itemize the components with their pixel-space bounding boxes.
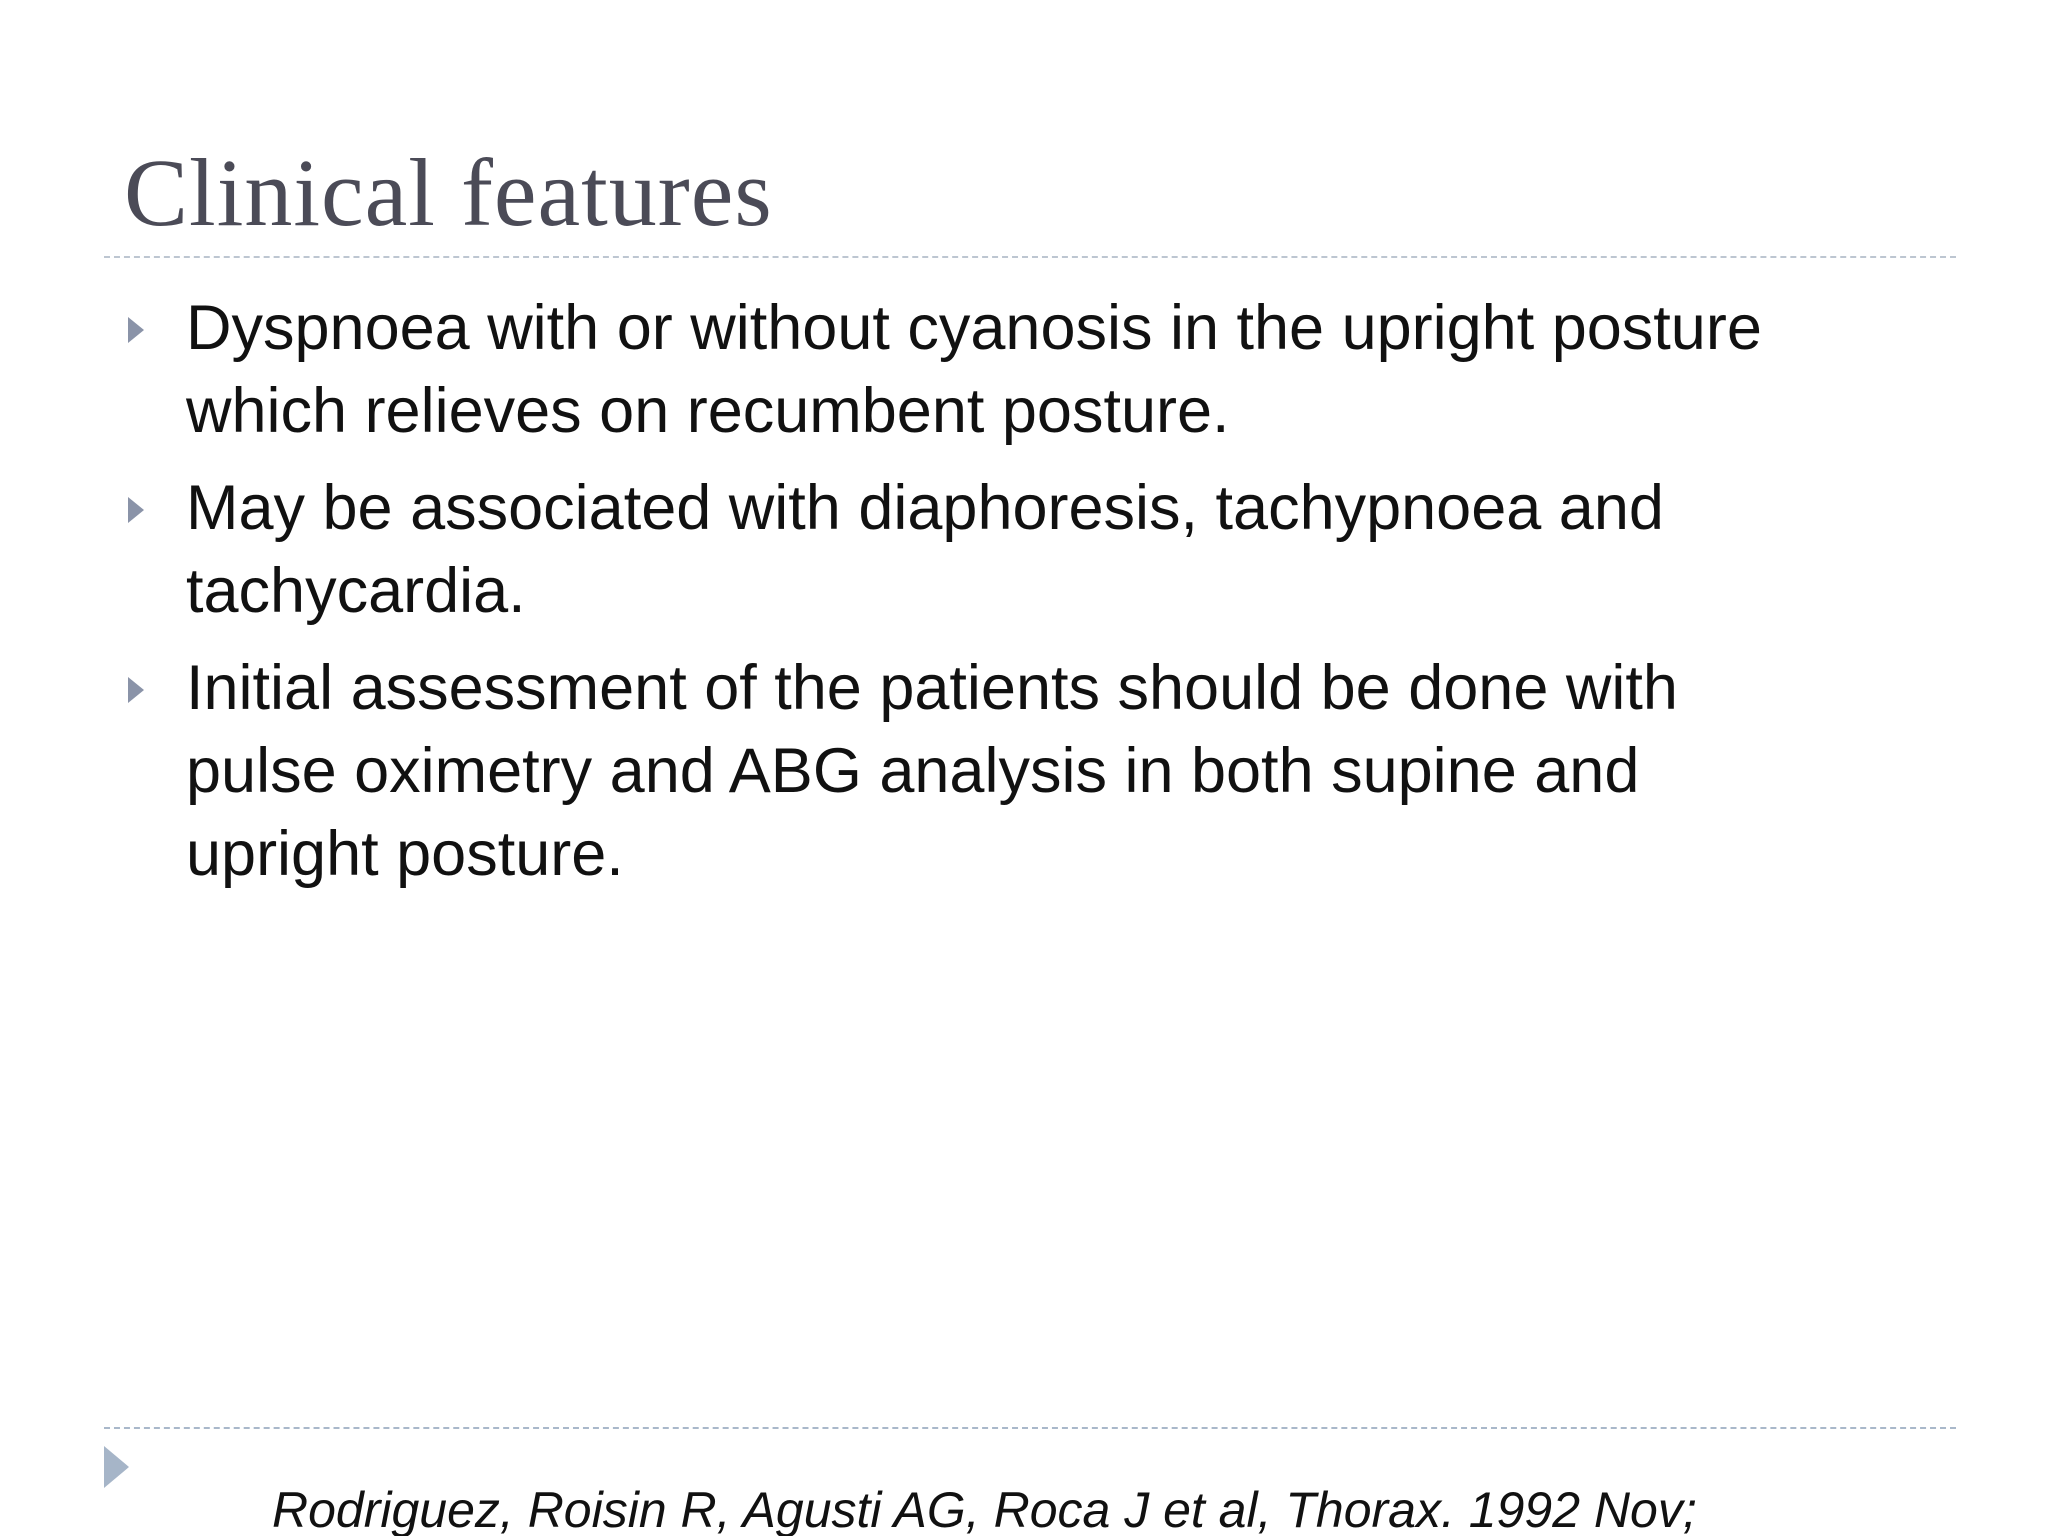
bullet-item	[124, 467, 1954, 633]
bullet-text: May be associated with diaphoresis, tachypnoea and tachycardia.	[186, 473, 1664, 626]
triangle-right-icon	[128, 677, 144, 703]
title-divider	[104, 256, 1956, 258]
footer-divider	[104, 1427, 1956, 1429]
bullet-list	[124, 287, 1954, 910]
bullet-text: Initial assessment of the patients should be done with pulse oximetry and ABG analysis in both supine and upright posture.	[186, 653, 1678, 889]
citation: Rodriguez, Roisin R, Agusti AG, Roca J et al, Thorax. 1992 Nov;	[272, 1482, 1697, 1536]
bullet-item	[124, 287, 1954, 453]
triangle-right-icon	[104, 1446, 129, 1488]
bullet-text: Dyspnoea with or without cyanosis in the upright posture which relieves on recumbent posture.	[186, 293, 1762, 446]
bullet-item	[124, 647, 1954, 896]
slide-title: Clinical features	[124, 139, 773, 246]
triangle-right-icon	[128, 497, 144, 523]
triangle-right-icon	[128, 317, 144, 343]
